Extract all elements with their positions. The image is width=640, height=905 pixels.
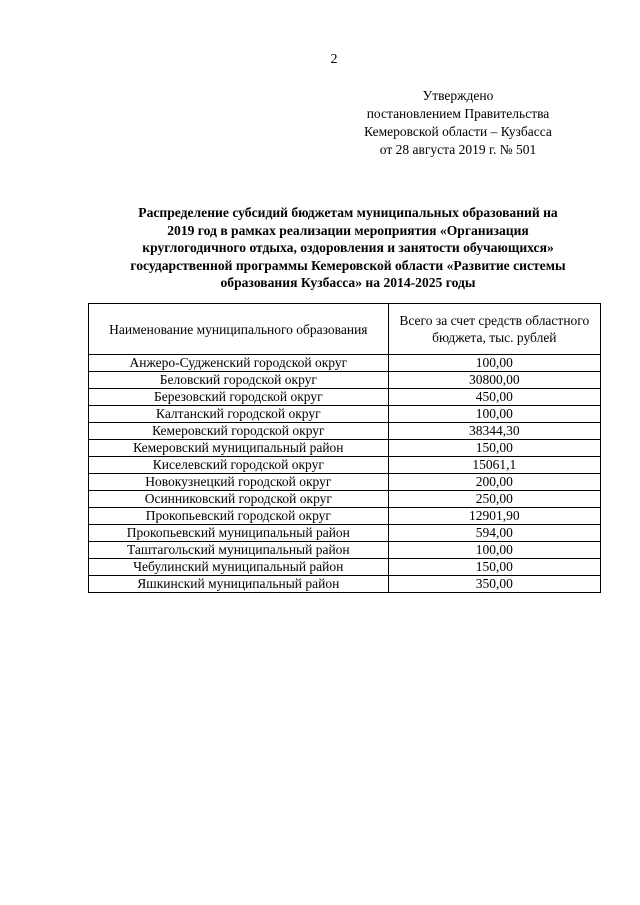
column-header-sum: Всего за счет средств областного бюджета, тыс. рублей (388, 304, 600, 355)
subsidy-sum-cell: 15061,1 (388, 457, 600, 474)
title-line: круглогодичного отдыха, оздоровления и занятости обучающихся» (142, 240, 554, 256)
approval-line: постановлением Правительства (366, 106, 550, 121)
table-row (89, 491, 601, 508)
approval-line: Утверждено (422, 88, 494, 103)
municipality-name-cell: Прокопьевский городской округ (89, 508, 389, 525)
approval-line: Кемеровской области – Кузбасса (364, 124, 552, 139)
table-row (89, 559, 601, 576)
table-body (89, 355, 601, 593)
municipality-name-cell: Березовский городской округ (89, 389, 389, 406)
municipality-name-cell: Кемеровский городской округ (89, 423, 389, 440)
table-row (89, 474, 601, 491)
subsidy-sum-cell: 100,00 (388, 406, 600, 423)
municipality-name-cell: Чебулинский муниципальный район (89, 559, 389, 576)
municipality-name-cell: Кемеровский муниципальный район (89, 440, 389, 457)
municipality-name-cell: Беловский городской округ (89, 372, 389, 389)
municipality-name-cell: Таштагольский муниципальный район (89, 542, 389, 559)
table-row (89, 406, 601, 423)
municipality-name-cell: Яшкинский муниципальный район (89, 576, 389, 593)
subsidy-sum-cell: 200,00 (388, 474, 600, 491)
column-header-name: Наименование муниципального образования (89, 304, 389, 355)
municipality-name-cell: Осинниковский городской округ (89, 491, 389, 508)
municipality-name-cell: Анжеро-Судженский городской округ (89, 355, 389, 372)
subsidies-table (88, 303, 601, 593)
subsidy-sum-cell: 12901,90 (388, 508, 600, 525)
subsidy-sum-cell: 100,00 (388, 542, 600, 559)
subsidy-sum-cell: 250,00 (388, 491, 600, 508)
subsidy-sum-cell: 594,00 (388, 525, 600, 542)
municipality-name-cell: Прокопьевский муниципальный район (89, 525, 389, 542)
document-title (98, 204, 598, 292)
subsidy-sum-cell: 30800,00 (388, 372, 600, 389)
table-row (89, 355, 601, 372)
table-row (89, 542, 601, 559)
table-row (89, 372, 601, 389)
table-row (89, 389, 601, 406)
municipality-name-cell: Калтанский городской округ (89, 406, 389, 423)
table-row (89, 508, 601, 525)
subsidy-sum-cell: 100,00 (388, 355, 600, 372)
subsidy-sum-cell: 450,00 (388, 389, 600, 406)
municipality-name-cell: Киселевский городской округ (89, 457, 389, 474)
subsidy-sum-cell: 150,00 (388, 440, 600, 457)
table-row (89, 440, 601, 457)
approval-line: от 28 августа 2019 г. № 501 (379, 142, 537, 157)
subsidy-sum-cell: 350,00 (388, 576, 600, 593)
approval-stamp (358, 87, 558, 159)
title-line: государственной программы Кемеровской области «Развитие системы (130, 257, 566, 273)
title-line: образования Кузбасса» на 2014-2025 годы (220, 275, 476, 291)
title-line: 2019 год в рамках реализации мероприятия «Организация (167, 222, 529, 238)
subsidy-sum-cell: 150,00 (388, 559, 600, 576)
table-row (89, 576, 601, 593)
table-row (89, 457, 601, 474)
title-line: Распределение субсидий бюджетам муниципальных образований на (138, 205, 558, 220)
table-row (89, 525, 601, 542)
table-row (89, 423, 601, 440)
municipality-name-cell: Новокузнецкий городской округ (89, 474, 389, 491)
page-number: 2 (330, 52, 338, 67)
subsidy-sum-cell: 38344,30 (388, 423, 600, 440)
table-header-row (89, 304, 601, 355)
